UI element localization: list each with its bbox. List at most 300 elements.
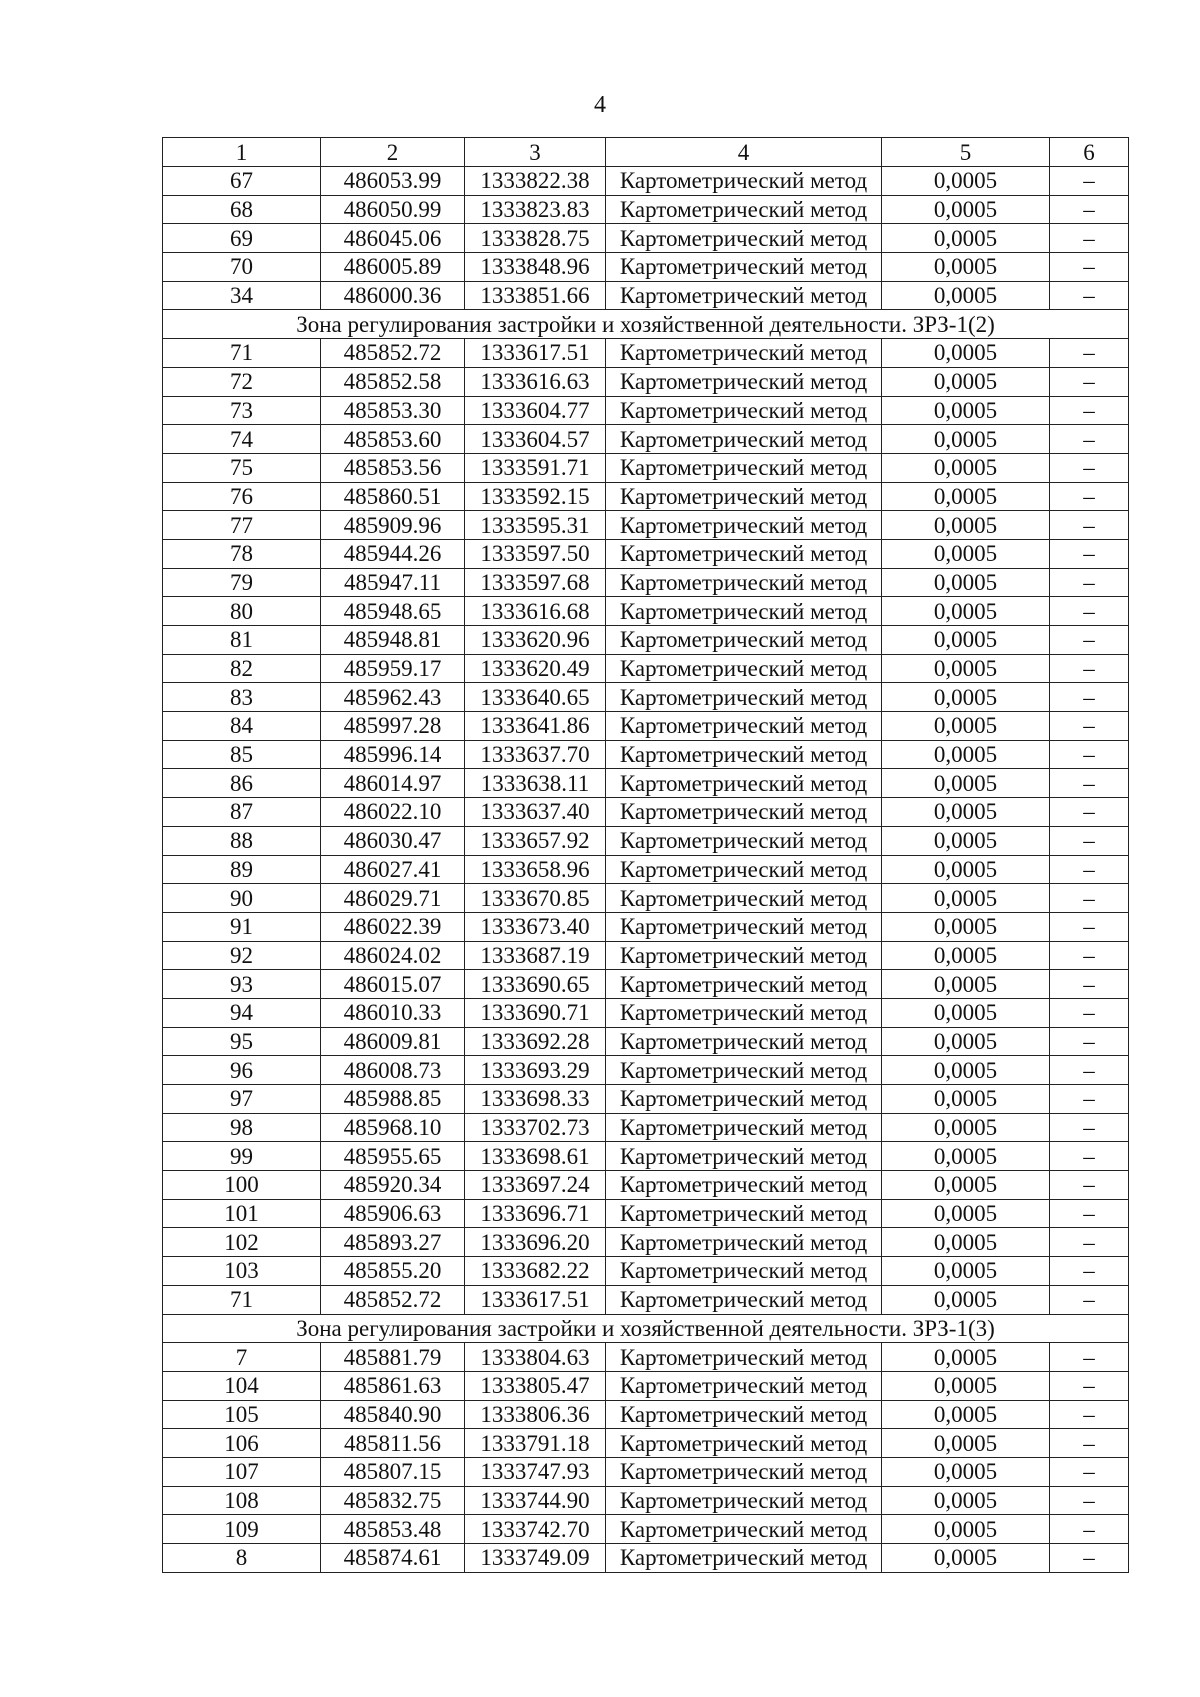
x-coordinate-cell: 486022.39 xyxy=(321,912,465,941)
table-row xyxy=(163,568,1129,597)
accuracy-cell: 0,0005 xyxy=(882,367,1050,396)
accuracy-cell: 0,0005 xyxy=(882,396,1050,425)
accuracy-cell: 0,0005 xyxy=(882,1457,1050,1486)
point-number-cell: 73 xyxy=(163,396,321,425)
column-header: 6 xyxy=(1050,138,1129,167)
description-cell: – xyxy=(1050,998,1129,1027)
description-cell: – xyxy=(1050,1371,1129,1400)
description-cell: – xyxy=(1050,1027,1129,1056)
x-coordinate-cell: 485861.63 xyxy=(321,1371,465,1400)
accuracy-cell: 0,0005 xyxy=(882,453,1050,482)
description-cell: – xyxy=(1050,1343,1129,1372)
accuracy-cell: 0,0005 xyxy=(882,798,1050,827)
accuracy-cell: 0,0005 xyxy=(882,511,1050,540)
y-coordinate-cell: 1333687.19 xyxy=(465,941,606,970)
y-coordinate-cell: 1333690.71 xyxy=(465,998,606,1027)
description-cell: – xyxy=(1050,224,1129,253)
y-coordinate-cell: 1333742.70 xyxy=(465,1515,606,1544)
point-number-cell: 87 xyxy=(163,798,321,827)
point-number-cell: 85 xyxy=(163,740,321,769)
accuracy-cell: 0,0005 xyxy=(882,998,1050,1027)
description-cell: – xyxy=(1050,826,1129,855)
description-cell: – xyxy=(1050,1113,1129,1142)
x-coordinate-cell: 485968.10 xyxy=(321,1113,465,1142)
accuracy-cell: 0,0005 xyxy=(882,482,1050,511)
point-number-cell: 103 xyxy=(163,1257,321,1286)
y-coordinate-cell: 1333617.51 xyxy=(465,1285,606,1314)
table-row xyxy=(163,396,1129,425)
table-row xyxy=(163,1343,1129,1372)
table-row xyxy=(163,1056,1129,1085)
description-cell: – xyxy=(1050,1085,1129,1114)
description-cell: – xyxy=(1050,1486,1129,1515)
table-row xyxy=(163,884,1129,913)
x-coordinate-cell: 485955.65 xyxy=(321,1142,465,1171)
x-coordinate-cell: 485893.27 xyxy=(321,1228,465,1257)
method-cell: Картометрический метод xyxy=(606,1285,882,1314)
description-cell: – xyxy=(1050,1142,1129,1171)
zone-title: Зона регулирования застройки и хозяйственной деятельности. ЗРЗ-1(2) xyxy=(163,310,1129,339)
x-coordinate-cell: 485860.51 xyxy=(321,482,465,511)
accuracy-cell: 0,0005 xyxy=(882,1027,1050,1056)
description-cell: – xyxy=(1050,1228,1129,1257)
method-cell: Картометрический метод xyxy=(606,1142,882,1171)
point-number-cell: 107 xyxy=(163,1457,321,1486)
y-coordinate-cell: 1333641.86 xyxy=(465,712,606,741)
method-cell: Картометрический метод xyxy=(606,855,882,884)
method-cell: Картометрический метод xyxy=(606,769,882,798)
table-row xyxy=(163,1371,1129,1400)
point-number-cell: 77 xyxy=(163,511,321,540)
description-cell: – xyxy=(1050,912,1129,941)
description-cell: – xyxy=(1050,482,1129,511)
description-cell: – xyxy=(1050,1400,1129,1429)
method-cell: Картометрический метод xyxy=(606,912,882,941)
table-row xyxy=(163,224,1129,253)
x-coordinate-cell: 485920.34 xyxy=(321,1171,465,1200)
table-row xyxy=(163,1171,1129,1200)
point-number-cell: 8 xyxy=(163,1544,321,1573)
y-coordinate-cell: 1333692.28 xyxy=(465,1027,606,1056)
table-row xyxy=(163,970,1129,999)
y-coordinate-cell: 1333682.22 xyxy=(465,1257,606,1286)
accuracy-cell: 0,0005 xyxy=(882,855,1050,884)
point-number-cell: 68 xyxy=(163,195,321,224)
accuracy-cell: 0,0005 xyxy=(882,1199,1050,1228)
y-coordinate-cell: 1333617.51 xyxy=(465,339,606,368)
zone-header-row xyxy=(163,1314,1129,1343)
accuracy-cell: 0,0005 xyxy=(882,884,1050,913)
table-row xyxy=(163,798,1129,827)
x-coordinate-cell: 485840.90 xyxy=(321,1400,465,1429)
accuracy-cell: 0,0005 xyxy=(882,740,1050,769)
table-row xyxy=(163,511,1129,540)
x-coordinate-cell: 486024.02 xyxy=(321,941,465,970)
description-cell: – xyxy=(1050,1285,1129,1314)
accuracy-cell: 0,0005 xyxy=(882,912,1050,941)
y-coordinate-cell: 1333805.47 xyxy=(465,1371,606,1400)
coordinates-table xyxy=(162,137,1129,1573)
table-row xyxy=(163,253,1129,282)
method-cell: Картометрический метод xyxy=(606,1400,882,1429)
method-cell: Картометрический метод xyxy=(606,740,882,769)
accuracy-cell: 0,0005 xyxy=(882,1056,1050,1085)
method-cell: Картометрический метод xyxy=(606,798,882,827)
accuracy-cell: 0,0005 xyxy=(882,769,1050,798)
y-coordinate-cell: 1333597.68 xyxy=(465,568,606,597)
x-coordinate-cell: 485853.48 xyxy=(321,1515,465,1544)
y-coordinate-cell: 1333595.31 xyxy=(465,511,606,540)
table-row xyxy=(163,998,1129,1027)
accuracy-cell: 0,0005 xyxy=(882,281,1050,310)
table-row xyxy=(163,1400,1129,1429)
x-coordinate-cell: 485853.30 xyxy=(321,396,465,425)
description-cell: – xyxy=(1050,1429,1129,1458)
point-number-cell: 70 xyxy=(163,253,321,282)
method-cell: Картометрический метод xyxy=(606,1228,882,1257)
accuracy-cell: 0,0005 xyxy=(882,1171,1050,1200)
table-row xyxy=(163,826,1129,855)
point-number-cell: 99 xyxy=(163,1142,321,1171)
y-coordinate-cell: 1333696.71 xyxy=(465,1199,606,1228)
point-number-cell: 109 xyxy=(163,1515,321,1544)
accuracy-cell: 0,0005 xyxy=(882,654,1050,683)
method-cell: Картометрический метод xyxy=(606,482,882,511)
description-cell: – xyxy=(1050,626,1129,655)
x-coordinate-cell: 486053.99 xyxy=(321,167,465,196)
point-number-cell: 82 xyxy=(163,654,321,683)
accuracy-cell: 0,0005 xyxy=(882,224,1050,253)
description-cell: – xyxy=(1050,425,1129,454)
x-coordinate-cell: 485944.26 xyxy=(321,539,465,568)
description-cell: – xyxy=(1050,253,1129,282)
x-coordinate-cell: 485959.17 xyxy=(321,654,465,683)
description-cell: – xyxy=(1050,1515,1129,1544)
point-number-cell: 88 xyxy=(163,826,321,855)
table-row xyxy=(163,1486,1129,1515)
accuracy-cell: 0,0005 xyxy=(882,1429,1050,1458)
description-cell: – xyxy=(1050,339,1129,368)
accuracy-cell: 0,0005 xyxy=(882,1371,1050,1400)
x-coordinate-cell: 486015.07 xyxy=(321,970,465,999)
x-coordinate-cell: 485996.14 xyxy=(321,740,465,769)
table-row xyxy=(163,425,1129,454)
method-cell: Картометрический метод xyxy=(606,1515,882,1544)
point-number-cell: 105 xyxy=(163,1400,321,1429)
y-coordinate-cell: 1333749.09 xyxy=(465,1544,606,1573)
x-coordinate-cell: 485947.11 xyxy=(321,568,465,597)
point-number-cell: 108 xyxy=(163,1486,321,1515)
description-cell: – xyxy=(1050,453,1129,482)
x-coordinate-cell: 486005.89 xyxy=(321,253,465,282)
y-coordinate-cell: 1333616.68 xyxy=(465,597,606,626)
accuracy-cell: 0,0005 xyxy=(882,1228,1050,1257)
y-coordinate-cell: 1333848.96 xyxy=(465,253,606,282)
point-number-cell: 80 xyxy=(163,597,321,626)
method-cell: Картометрический метод xyxy=(606,1486,882,1515)
accuracy-cell: 0,0005 xyxy=(882,826,1050,855)
method-cell: Картометрический метод xyxy=(606,1085,882,1114)
y-coordinate-cell: 1333620.96 xyxy=(465,626,606,655)
y-coordinate-cell: 1333604.57 xyxy=(465,425,606,454)
accuracy-cell: 0,0005 xyxy=(882,970,1050,999)
table-row xyxy=(163,1515,1129,1544)
x-coordinate-cell: 485853.60 xyxy=(321,425,465,454)
table-row xyxy=(163,453,1129,482)
column-header: 4 xyxy=(606,138,882,167)
column-header: 1 xyxy=(163,138,321,167)
point-number-cell: 86 xyxy=(163,769,321,798)
y-coordinate-cell: 1333597.50 xyxy=(465,539,606,568)
y-coordinate-cell: 1333657.92 xyxy=(465,826,606,855)
point-number-cell: 72 xyxy=(163,367,321,396)
x-coordinate-cell: 485881.79 xyxy=(321,1343,465,1372)
accuracy-cell: 0,0005 xyxy=(882,597,1050,626)
x-coordinate-cell: 485962.43 xyxy=(321,683,465,712)
table-row xyxy=(163,654,1129,683)
zone-header-row xyxy=(163,310,1129,339)
x-coordinate-cell: 486008.73 xyxy=(321,1056,465,1085)
method-cell: Картометрический метод xyxy=(606,367,882,396)
y-coordinate-cell: 1333693.29 xyxy=(465,1056,606,1085)
table-row xyxy=(163,1457,1129,1486)
table-row xyxy=(163,855,1129,884)
point-number-cell: 101 xyxy=(163,1199,321,1228)
method-cell: Картометрический метод xyxy=(606,1199,882,1228)
description-cell: – xyxy=(1050,396,1129,425)
accuracy-cell: 0,0005 xyxy=(882,1085,1050,1114)
point-number-cell: 93 xyxy=(163,970,321,999)
accuracy-cell: 0,0005 xyxy=(882,568,1050,597)
method-cell: Картометрический метод xyxy=(606,1343,882,1372)
x-coordinate-cell: 485909.96 xyxy=(321,511,465,540)
point-number-cell: 106 xyxy=(163,1429,321,1458)
method-cell: Картометрический метод xyxy=(606,998,882,1027)
x-coordinate-cell: 486030.47 xyxy=(321,826,465,855)
accuracy-cell: 0,0005 xyxy=(882,339,1050,368)
table-row xyxy=(163,482,1129,511)
table-row xyxy=(163,539,1129,568)
description-cell: – xyxy=(1050,167,1129,196)
table-row xyxy=(163,683,1129,712)
description-cell: – xyxy=(1050,1457,1129,1486)
zone-title: Зона регулирования застройки и хозяйственной деятельности. ЗРЗ-1(3) xyxy=(163,1314,1129,1343)
table-row xyxy=(163,912,1129,941)
y-coordinate-cell: 1333673.40 xyxy=(465,912,606,941)
table-row xyxy=(163,1285,1129,1314)
accuracy-cell: 0,0005 xyxy=(882,1343,1050,1372)
y-coordinate-cell: 1333804.63 xyxy=(465,1343,606,1372)
page-number: 4 xyxy=(594,92,606,118)
table-row xyxy=(163,339,1129,368)
method-cell: Картометрический метод xyxy=(606,597,882,626)
method-cell: Картометрический метод xyxy=(606,884,882,913)
y-coordinate-cell: 1333640.65 xyxy=(465,683,606,712)
table-row xyxy=(163,1257,1129,1286)
y-coordinate-cell: 1333591.71 xyxy=(465,453,606,482)
x-coordinate-cell: 485832.75 xyxy=(321,1486,465,1515)
x-coordinate-cell: 485853.56 xyxy=(321,453,465,482)
y-coordinate-cell: 1333620.49 xyxy=(465,654,606,683)
method-cell: Картометрический метод xyxy=(606,1113,882,1142)
x-coordinate-cell: 485852.72 xyxy=(321,1285,465,1314)
point-number-cell: 81 xyxy=(163,626,321,655)
description-cell: – xyxy=(1050,539,1129,568)
y-coordinate-cell: 1333592.15 xyxy=(465,482,606,511)
x-coordinate-cell: 485997.28 xyxy=(321,712,465,741)
y-coordinate-cell: 1333638.11 xyxy=(465,769,606,798)
y-coordinate-cell: 1333822.38 xyxy=(465,167,606,196)
method-cell: Картометрический метод xyxy=(606,281,882,310)
accuracy-cell: 0,0005 xyxy=(882,1257,1050,1286)
table-row xyxy=(163,1228,1129,1257)
y-coordinate-cell: 1333696.20 xyxy=(465,1228,606,1257)
y-coordinate-cell: 1333744.90 xyxy=(465,1486,606,1515)
description-cell: – xyxy=(1050,1171,1129,1200)
y-coordinate-cell: 1333637.70 xyxy=(465,740,606,769)
table-row xyxy=(163,1085,1129,1114)
description-cell: – xyxy=(1050,798,1129,827)
method-cell: Картометрический метод xyxy=(606,1457,882,1486)
method-cell: Картометрический метод xyxy=(606,425,882,454)
description-cell: – xyxy=(1050,769,1129,798)
description-cell: – xyxy=(1050,281,1129,310)
table-row xyxy=(163,769,1129,798)
accuracy-cell: 0,0005 xyxy=(882,941,1050,970)
y-coordinate-cell: 1333698.61 xyxy=(465,1142,606,1171)
column-header: 2 xyxy=(321,138,465,167)
accuracy-cell: 0,0005 xyxy=(882,626,1050,655)
y-coordinate-cell: 1333637.40 xyxy=(465,798,606,827)
x-coordinate-cell: 486000.36 xyxy=(321,281,465,310)
y-coordinate-cell: 1333616.63 xyxy=(465,367,606,396)
method-cell: Картометрический метод xyxy=(606,683,882,712)
point-number-cell: 89 xyxy=(163,855,321,884)
method-cell: Картометрический метод xyxy=(606,1027,882,1056)
method-cell: Картометрический метод xyxy=(606,1257,882,1286)
x-coordinate-cell: 485874.61 xyxy=(321,1544,465,1573)
table-row xyxy=(163,1027,1129,1056)
x-coordinate-cell: 485855.20 xyxy=(321,1257,465,1286)
method-cell: Картометрический метод xyxy=(606,1429,882,1458)
x-coordinate-cell: 486010.33 xyxy=(321,998,465,1027)
table-row xyxy=(163,740,1129,769)
description-cell: – xyxy=(1050,1199,1129,1228)
point-number-cell: 69 xyxy=(163,224,321,253)
accuracy-cell: 0,0005 xyxy=(882,195,1050,224)
description-cell: – xyxy=(1050,1257,1129,1286)
x-coordinate-cell: 485948.65 xyxy=(321,597,465,626)
point-number-cell: 7 xyxy=(163,1343,321,1372)
table-row xyxy=(163,941,1129,970)
table-row xyxy=(163,626,1129,655)
table-row xyxy=(163,1199,1129,1228)
x-coordinate-cell: 485948.81 xyxy=(321,626,465,655)
x-coordinate-cell: 486014.97 xyxy=(321,769,465,798)
x-coordinate-cell: 485906.63 xyxy=(321,1199,465,1228)
y-coordinate-cell: 1333604.77 xyxy=(465,396,606,425)
point-number-cell: 79 xyxy=(163,568,321,597)
description-cell: – xyxy=(1050,511,1129,540)
point-number-cell: 94 xyxy=(163,998,321,1027)
table-row xyxy=(163,1544,1129,1573)
method-cell: Картометрический метод xyxy=(606,970,882,999)
y-coordinate-cell: 1333697.24 xyxy=(465,1171,606,1200)
y-coordinate-cell: 1333670.85 xyxy=(465,884,606,913)
description-cell: – xyxy=(1050,1544,1129,1573)
point-number-cell: 71 xyxy=(163,339,321,368)
y-coordinate-cell: 1333851.66 xyxy=(465,281,606,310)
y-coordinate-cell: 1333747.93 xyxy=(465,1457,606,1486)
point-number-cell: 100 xyxy=(163,1171,321,1200)
point-number-cell: 96 xyxy=(163,1056,321,1085)
description-cell: – xyxy=(1050,1056,1129,1085)
y-coordinate-cell: 1333823.83 xyxy=(465,195,606,224)
x-coordinate-cell: 485852.58 xyxy=(321,367,465,396)
point-number-cell: 75 xyxy=(163,453,321,482)
method-cell: Картометрический метод xyxy=(606,1371,882,1400)
point-number-cell: 83 xyxy=(163,683,321,712)
y-coordinate-cell: 1333690.65 xyxy=(465,970,606,999)
y-coordinate-cell: 1333828.75 xyxy=(465,224,606,253)
method-cell: Картометрический метод xyxy=(606,224,882,253)
method-cell: Картометрический метод xyxy=(606,167,882,196)
description-cell: – xyxy=(1050,654,1129,683)
point-number-cell: 92 xyxy=(163,941,321,970)
y-coordinate-cell: 1333791.18 xyxy=(465,1429,606,1458)
x-coordinate-cell: 485807.15 xyxy=(321,1457,465,1486)
description-cell: – xyxy=(1050,367,1129,396)
y-coordinate-cell: 1333806.36 xyxy=(465,1400,606,1429)
point-number-cell: 90 xyxy=(163,884,321,913)
method-cell: Картометрический метод xyxy=(606,568,882,597)
x-coordinate-cell: 485811.56 xyxy=(321,1429,465,1458)
accuracy-cell: 0,0005 xyxy=(882,1515,1050,1544)
point-number-cell: 97 xyxy=(163,1085,321,1114)
accuracy-cell: 0,0005 xyxy=(882,1400,1050,1429)
method-cell: Картометрический метод xyxy=(606,941,882,970)
table-body xyxy=(163,167,1129,1573)
point-number-cell: 76 xyxy=(163,482,321,511)
point-number-cell: 84 xyxy=(163,712,321,741)
point-number-cell: 74 xyxy=(163,425,321,454)
point-number-cell: 95 xyxy=(163,1027,321,1056)
method-cell: Картометрический метод xyxy=(606,511,882,540)
method-cell: Картометрический метод xyxy=(606,539,882,568)
y-coordinate-cell: 1333698.33 xyxy=(465,1085,606,1114)
method-cell: Картометрический метод xyxy=(606,1544,882,1573)
method-cell: Картометрический метод xyxy=(606,654,882,683)
method-cell: Картометрический метод xyxy=(606,1171,882,1200)
accuracy-cell: 0,0005 xyxy=(882,1113,1050,1142)
method-cell: Картометрический метод xyxy=(606,712,882,741)
accuracy-cell: 0,0005 xyxy=(882,167,1050,196)
description-cell: – xyxy=(1050,970,1129,999)
description-cell: – xyxy=(1050,855,1129,884)
table-header-row xyxy=(163,138,1129,167)
method-cell: Картометрический метод xyxy=(606,1056,882,1085)
column-header: 3 xyxy=(465,138,606,167)
description-cell: – xyxy=(1050,597,1129,626)
accuracy-cell: 0,0005 xyxy=(882,425,1050,454)
table-row xyxy=(163,367,1129,396)
table-row xyxy=(163,281,1129,310)
accuracy-cell: 0,0005 xyxy=(882,712,1050,741)
accuracy-cell: 0,0005 xyxy=(882,253,1050,282)
column-header: 5 xyxy=(882,138,1050,167)
y-coordinate-cell: 1333702.73 xyxy=(465,1113,606,1142)
table-row xyxy=(163,1429,1129,1458)
